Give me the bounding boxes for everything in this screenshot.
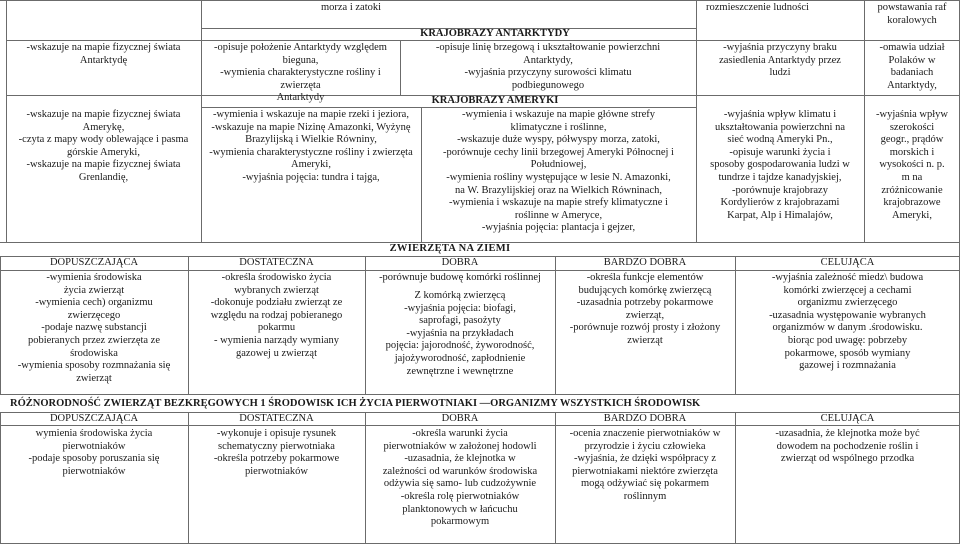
section-title-antarktyda: KRAJOBRAZY ANTARKTYDY xyxy=(420,28,570,39)
ameryka-col1: -wskazuje na mapie fizycznej świata Amerykę, -czyta z mapy wody oblewające i pasma górskie Ameryki, -wskazuje na mapie fizycznej świata Grenlandię, xyxy=(18,109,189,183)
zwierzeta-col1: -wymienia środowiska życia zwierząt -wymienia cech) organizmu zwierzęcego -podaje nazwę substancji pobieranych przez zwierzęta ze środowiska -wymienia sposoby rozmnażania się zwierząt xyxy=(17,272,171,384)
divider xyxy=(0,270,960,271)
ameryka-col3: -wymienia i wskazuje na mapie główne strefy klimatyczne i roślinne, -wskazuje duże wyspy, półwyspy morza, zatoki, -porównuje cechy linii brzegowej Ameryki Północnej i Południowej, -wymienia rośliny występujące w lesie N. Amazonki, na W. Brazylijskiej oraz na Wielkich Równinach, -wymienia i wskazuje na mapie strefy klimatyczne i roślinne w Ameryce, -wyjaśnia pojęcia: plantacja i gejzer, xyxy=(443,109,674,234)
section-title-ameryka: KRAJOBRAZY AMERYKI xyxy=(431,95,559,106)
ameryka-col5: -wyjaśnia wpływ szerokości geogr., prądów morskich i wysokości n. p. m na zróżnicowanie krajobrazowe Ameryki, xyxy=(875,109,949,221)
zwierzeta-col4: -określa funkcje elementów budujących komórkę zwierzęcą -uzasadnia potrzeby pokarmowe zwierząt, -porównuje rozwój prosty i złożony zwierząt xyxy=(569,272,721,346)
roznorodnosc-col4: -ocenia znaczenie pierwotniaków w przyrodzie i życiu człowieka -wyjaśnia, że dzięki współpracy z pierwotniakami niektóre zwierzęta mogą odżywiać się pokarmem roślinnym xyxy=(569,428,721,502)
zwierzeta-col2: -określa środowisko życia wybranych zwierząt -dokonuje podziału zwierząt ze względu na rodzaj pobieranego pokarmu - wymienia narządy wymiany gazowej u zwierząt xyxy=(210,272,343,359)
antarktyda-col1: -wskazuje na mapie fizycznej świata Antarktydę xyxy=(26,42,181,66)
grade-header-bardzo-dobra: BARDZO DOBRA xyxy=(603,413,687,424)
ameryka-col2: -wymienia i wskazuje na mapie rzeki i jeziora, -wskazuje na mapie Nizinę Amazonki, Wyżynę Brazylijską i Wielkie Równiny, -wymienia charakterystyczne rośliny i zwierzęta Ameryki, -wyjaśnia pojęcia: tundra i tajga, xyxy=(209,109,413,183)
grade-header-dopuszczajaca: DOPUSZCZAJĄCA xyxy=(49,257,139,268)
section-title-zwierzeta: ZWIERZĘTA NA ZIEMI xyxy=(389,243,511,254)
grade-header-dostateczna: DOSTATECZNA xyxy=(239,257,314,268)
zwierzeta-col5: -wyjaśnia zależność miedz\ budowa komórki zwierzęcej a cechami organizmu zwierzęcego -uzasadnia występowanie wybranych organizmów w danym .środowisku. biorąc pod uwagę: pobrzeby pokarmowe, sposób wymiany gazowej i rozmnażania xyxy=(769,272,926,372)
antarktyda-col4: -wyjaśnia przyczyny braku zasiedlenia Antarktydy przez ludzi xyxy=(719,42,841,79)
roznorodnosc-col2: -wykonuje i opisuje rysunek schematyczny pierwotniaka -określa potrzeby pokarmowe pierwotniaków xyxy=(213,428,340,477)
ameryka-col4: -wyjaśnia wpływ klimatu i ukształtowania powierzchni na sieć wodną Ameryki Pn., -opisuje warunki życia i sposoby gospodarowania ludzi w tundrze i tajdze kanadyjskiej, -porównuje krajobrazy Kordylierów z krajobrazami Karpat, Alp i Himalajów, xyxy=(710,109,850,221)
antarktyda-col3: -opisuje linię brzegową i ukształtowanie powierzchni Antarktydy, -wyjaśnia przyczyny surowości klimatu podbiegunowego xyxy=(435,42,661,91)
grade-header-celujaca: CELUJĄCA xyxy=(820,257,875,268)
grade-header-dobra: DOBRA xyxy=(441,413,479,424)
top-col5-text: powstawania raf koralowych xyxy=(877,2,947,26)
top-col2-text: morza i zatoki xyxy=(320,2,382,13)
roznorodnosc-col1: wymienia środowiska życia pierwotniaków -podaje sposoby poruszania się pierwotniaków xyxy=(28,428,160,477)
top-border xyxy=(0,0,960,1)
antarktyda-col5: -omawia udział Polaków w badaniach Antarktydy, xyxy=(879,42,945,91)
top-col4-text: rozmieszczenie ludności xyxy=(706,2,809,13)
zwierzeta-col3-rest: Z komórką zwierzęcą -wyjaśnia pojęcia: biofagi, saprofagi, pasożyty -wyjaśnia na przykładach pojęcia: jajorodność, żyworodność, jajożyworodność, zapłodnienie zewnętrzne i wewnętrzne xyxy=(385,290,535,377)
roznorodnosc-col5: -uzasadnia, że klejnotka może być dowodem na pochodzenie roślin i zwierząt od wspólnego przodka xyxy=(775,428,920,465)
antarktyda-col2: -opisuje położenie Antarktydy względem bieguna, -wymienia charakterystyczne rośliny i zwierzęta Antarktydy xyxy=(214,42,387,104)
section-title-roznorodnosc: RÓŻNORODNOŚĆ ZWIERZĄT BEZKRĘGOWYCH 1 ŚRODOWISK ICH ŻYCIA PIERWOTNIAKI —ORGANIZMY WSZYSTKICH ŚRODOWISK xyxy=(10,398,701,409)
grade-header-bardzo-dobra: BARDZO DOBRA xyxy=(603,257,687,268)
grade-header-celujaca: CELUJĄCA xyxy=(820,413,875,424)
roznorodnosc-col3: -określa warunki życia pierwotniaków w założonej hodowli -uzasadnia, że klejnotka w zależności od warunków środowiska odżywia się samo- lub cudzożywnie -określa rolę pierwotniaków planktonowych w łańcuchu pokarmowym xyxy=(382,428,538,528)
divider xyxy=(0,394,960,395)
grade-header-dopuszczajaca: DOPUSZCZAJĄCA xyxy=(49,413,139,424)
zwierzeta-col3-line1: -porównuje budowę komórki roślinnej xyxy=(379,272,541,283)
grade-header-dobra: DOBRA xyxy=(441,257,479,268)
grade-header-dostateczna: DOSTATECZNA xyxy=(239,413,314,424)
